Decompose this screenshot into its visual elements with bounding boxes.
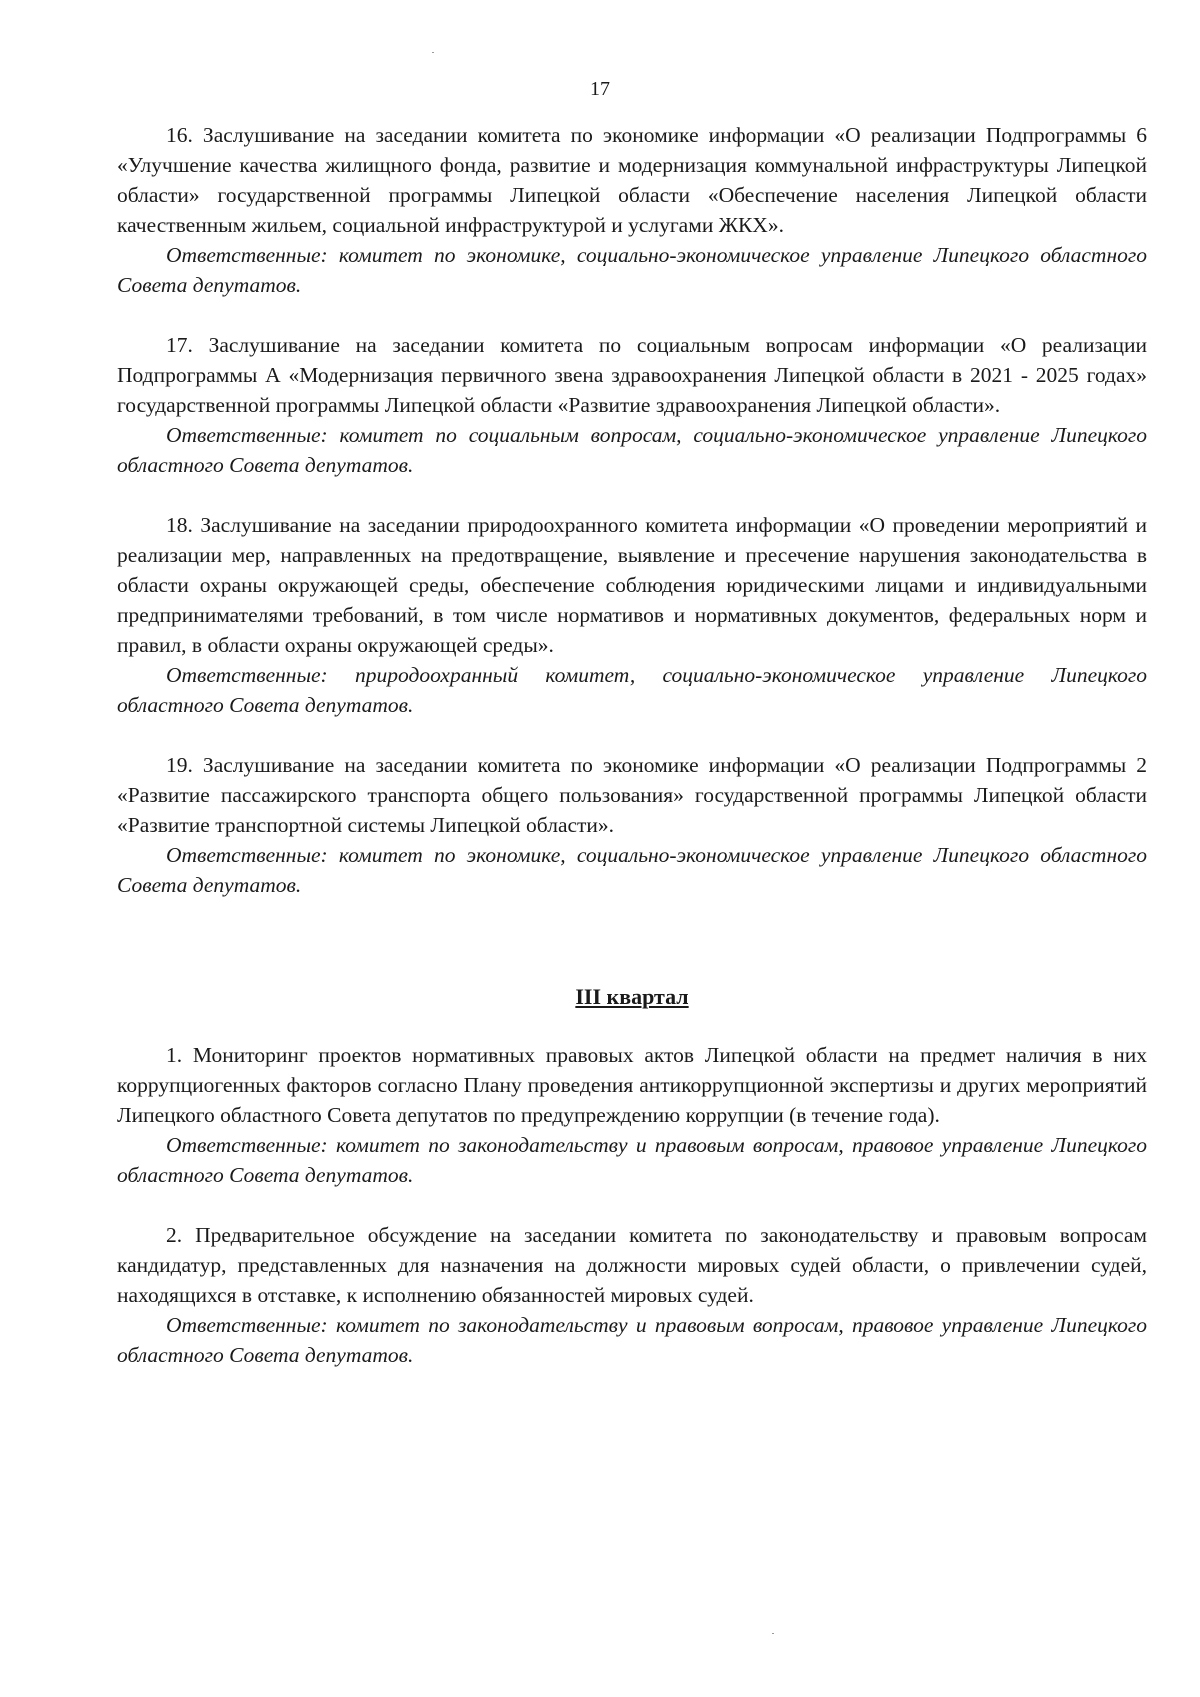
scan-speck — [432, 52, 434, 53]
plan-item-q3-1 — [117, 1040, 1147, 1190]
plan-item-19 — [117, 750, 1147, 900]
plan-item-17 — [117, 330, 1147, 480]
item-text: 17. Заслушивание на заседании комитета по социальным вопросам информации «О реализации Подпрограммы А «Модернизация первичного звена здравоохранения Липецкой области в 2021 - 2025 годах» государственной программы Липецкой области «Развитие здравоохранения Липецкой области». — [117, 333, 1147, 417]
item-responsible: Ответственные: комитет по экономике, социально-экономическое управление Липецкого областного Совета депутатов. — [117, 843, 1147, 897]
item-responsible: Ответственные: комитет по социальным вопросам, социально-экономическое управление Липецкого областного Совета депутатов. — [117, 423, 1147, 477]
scan-speck — [772, 1633, 774, 1634]
item-text: 18. Заслушивание на заседании природоохранного комитета информации «О проведении мероприятий и реализации мер, направленных на предотвращение, выявление и пресечение нарушения законодательства в области охраны окружающей среды, обеспечение соблюдения юридическими лицами и индивидуальными предпринимателями требований, в том числе нормативов и нормативных документов, федеральных норм и правил, в области охраны окружающей среды». — [117, 513, 1147, 657]
item-text: 16. Заслушивание на заседании комитета по экономике информации «О реализации Подпрограммы 6 «Улучшение качества жилищного фонда, развитие и модернизация коммунальной инфраструктуры Липецкой области» государственной программы Липецкой области «Обеспечение населения Липецкой области качественным жильем, социальной инфраструктурой и услугами ЖКХ». — [117, 123, 1147, 237]
item-text: 19. Заслушивание на заседании комитета по экономике информации «О реализации Подпрограммы 2 «Развитие пассажирского транспорта общего пользования» государственной программы Липецкой области «Развитие транспортной системы Липецкой области». — [117, 753, 1147, 837]
item-text: 1. Мониторинг проектов нормативных правовых актов Липецкой области на предмет наличия в них коррупциогенных факторов согласно Плану проведения антикоррупционной экспертизы и других мероприятий Липецкого областного Совета депутатов по предупреждению коррупции (в течение года). — [117, 1043, 1147, 1127]
section-heading: III квартал — [575, 984, 689, 1009]
plan-item-18 — [117, 510, 1147, 720]
plan-item-q3-2 — [117, 1220, 1147, 1370]
page-number: 17 — [590, 78, 610, 100]
document-body — [117, 120, 1147, 1370]
item-responsible: Ответственные: комитет по законодательству и правовым вопросам, правовое управление Липецкого областного Совета депутатов. — [117, 1313, 1147, 1367]
item-responsible: Ответственные: комитет по экономике, социально-экономическое управление Липецкого областного Совета депутатов. — [117, 243, 1147, 297]
plan-item-16 — [117, 120, 1147, 300]
item-responsible: Ответственные: природоохранный комитет, социально-экономическое управление Липецкого областного Совета депутатов. — [117, 663, 1147, 717]
item-text: 2. Предварительное обсуждение на заседании комитета по законодательству и правовым вопросам кандидатур, представленных для назначения на должности мировых судей области, о привлечении судей, находящихся в отставке, к исполнению обязанностей мировых судей. — [117, 1223, 1147, 1307]
item-responsible: Ответственные: комитет по законодательству и правовым вопросам, правовое управление Липецкого областного Совета депутатов. — [117, 1133, 1147, 1187]
